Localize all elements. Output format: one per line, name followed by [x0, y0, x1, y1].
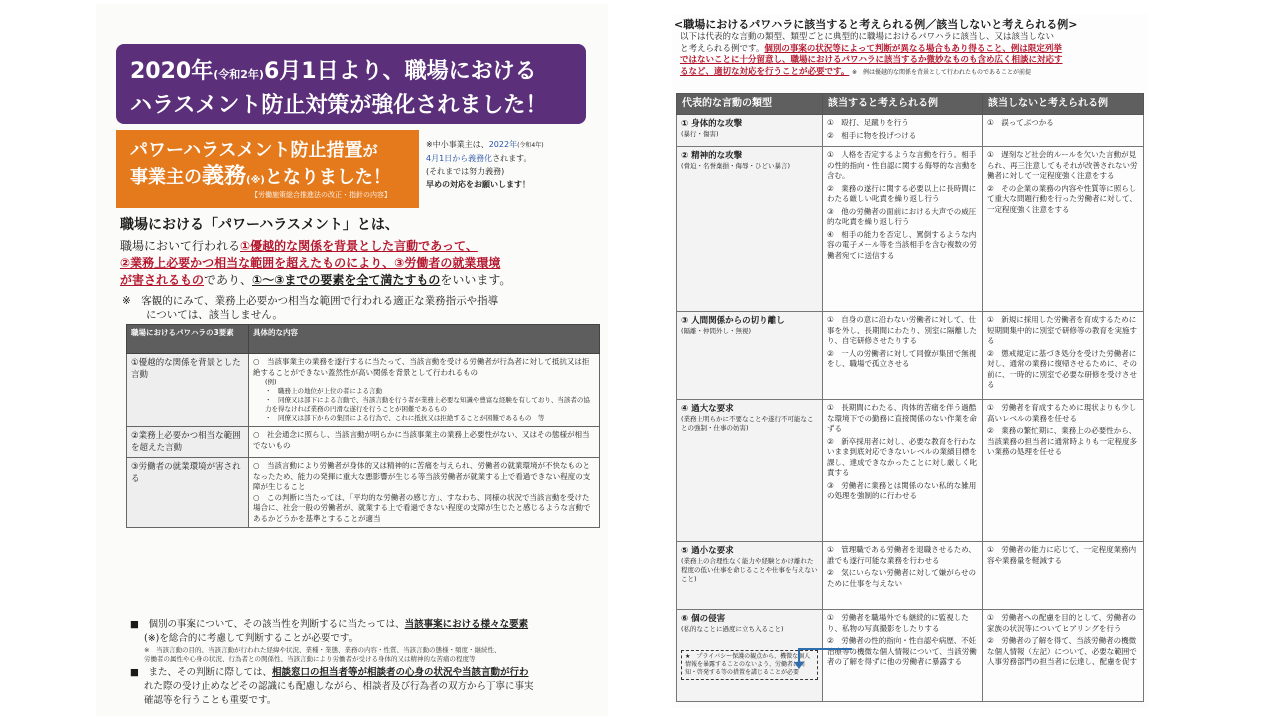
table-header: 該当しないと考えられる例: [983, 94, 1144, 115]
table-row: ②業務上必要かつ相当な範囲を超えた言動 ○ 社会通念に照らし、当該言動が明らかに当該事業主の業務上必要性がない、又はその態様が相当でないもの: [127, 427, 600, 458]
examples-intro: 以下は代表的な言動の類型、類型ごとに典型的に職場におけるパワハラに該当し、又は該当しない と考えられる例です。個別の事案の状況等によって判断が異なる場合もあり得ること、例は限定列挙 ではないことに十分留意し、職場におけるパワハラに該当するか微妙なものも含め広く相談に対応す るなど、適切な対応を行うことが必要です。 ※ 例は優越的な関係を背景として行われたものであることが前提: [680, 32, 1063, 77]
table-header: 該当すると考えられる例: [823, 94, 983, 115]
table-row: ② 精神的な攻撃 (脅迫・名誉棄損・侮辱・ひどい暴言) ① 人格を否定するような言動を行う。相手の性的指向・性自認に関する侮辱的な言動を含む。 ② 業務の遂行に関する必要以上に長時間にわたる厳しい叱責を繰り返し行う ③ 他の労働者の面前における大声での威圧的な叱責を繰り返し行う ④ 相手の能力を否定し、罵倒するような内容の電子メール等を当該相手を含む複数の労働者宛てに送信する ① 遅刻など社会的ルールを欠いた言動が見られ、再三注意してもそれが改善されない労働者に対して一定程度強く注意をする ② その企業の業務の内容や性質等に照らして重大な問題行動を行った労働者に対して、一定程度強く注意をする: [677, 147, 1144, 312]
table-row: ①優越的な関係を背景とした言動 ○ 当該事業主の業務を遂行するに当たって、当該言動を受ける労働者が行為者に対して抵抗又は拒絶することができない蓋然性が高い関係を背景として行われるもの (例) ・ 職務上の地位が上位の者による言動 ・ 同僚又は部下による言動で、当該言動を行う者が業務上必要な知識や豊富な経験を有しており、当該者の協力を得なければ業務の円滑な遂行を行うことが困難であるもの ・ 同僚又は部下からの集団による行為で、これに抵抗又は拒絶することが困難であるもの 等: [127, 354, 600, 427]
table-row: ① 身体的な攻撃 (暴行・傷害) ① 殴打、足蹴りを行う ② 相手に物を投げつける ① 誤ってぶつかる: [677, 115, 1144, 147]
table-row: ③労働者の就業環境が害される ○ 当該言動により労働者が身体的又は精神的に苦痛を与えられ、労働者の就業環境が不快なものとなったため、能力の発揮に重大な悪影響が生じる等当該労働者が就業する上で看過できない程度の支障が生じること ○ この判断に当たっては、「平均的な労働者の感じ方」、すなわち、同様の状況で当該言動を受けた場合に、社会一般の労働者が、就業する上で看過できない程度の支障が生じたと感じるような言動であるかどうかを基準とすることが適当: [127, 458, 600, 528]
headline-banner: 2020年(令和2年)6月1日より、職場における ハラスメント防止対策が強化されました！: [116, 44, 586, 124]
definition-text: 職場において行われる①優越的な関係を背景とした言動であって、 ②業務上必要かつ相当な範囲を超えたものにより、③労働者の就業環境 が害されるものであり、①～③までの要素を全て満たすものをいいます。: [120, 239, 512, 287]
left-leaflet-page: [96, 4, 608, 716]
definition-heading: 職場における「パワーハラスメント」とは、: [120, 217, 399, 233]
sme-note: ※中小事業主は、2022年(令和4年) 4月1日から義務化されます。 (それまでは努力義務) 早めの対応をお願いします！: [426, 140, 544, 189]
table-header: 代表的な言動の類型: [677, 94, 823, 115]
examples-table: [676, 93, 1144, 702]
table-row: ⑥ 個の侵害 (私的なことに過度に立ち入ること) ★ プライバシー保護の観点から、機微な個人情報を暴露することのないよう、労働者に周知・啓発する等の措置を講じることが必要 ① 労働者を職場外でも継続的に監視したり、私物の写真撮影をしたりする ② 労働者の性的指向・性自認や病歴、不妊治療等の機微な個人情報について、当該労働者の了解を得ずに他の労働者に暴露する ① 労働者への配慮を目的として、労働者の家族の状況等についてヒアリングを行う ② 労働者の了解を得て、当該労働者の機微な個人情報（左記）について、必要な範囲で人事労務部門の担当者に伝達し、配慮を促す: [677, 610, 1144, 702]
table-row: ③ 人間関係からの切り離し (隔離・仲間外し・無視) ① 自身の意に沿わない労働者に対して、仕事を外し、長期間にわたり、別室に隔離したり、自宅研修させたりする ② 一人の労働者に対して同僚が集団で無視をし、職場で孤立させる ① 新規に採用した労働者を育成するために短期間集中的に別室で研修等の教育を実施する ② 懲戒規定に基づき処分を受けた労働者に対し、通常の業務に復帰させるために、その前に、一時的に別室で必要な研修を受けさせる: [677, 312, 1144, 400]
right-examples-page: [672, 14, 1148, 708]
three-elements-table: [126, 324, 600, 528]
table-row: ④ 過大な要求 (業務上明らかに不要なことや遂行不可能なことの強制・仕事の妨害) ① 長期間にわたる、肉体的苦痛を伴う過酷な環境下での勤務に直接関係のない作業を命ずる ② 新卒採用者に対し、必要な教育を行わないまま到底対応できないレベルの業績目標を課し、達成できなかったことに対し厳しく叱責する ③ 労働者に業務とは関係のない私的な雑用の処理を強制的に行わせる ① 労働者を育成するために現状よりも少し高いレベルの業務を任せる ② 業務の繁忙期に、業務上の必要性から、当該業務の担当者に通常時よりも一定程度多い業務の処理を任せる: [677, 400, 1144, 542]
examples-title: <職場におけるパワハラに該当すると考えられる例／該当しないと考えられる例>: [674, 18, 1078, 31]
arrow-icon: [798, 648, 852, 666]
table-header: 具体的な内容: [249, 325, 600, 354]
privacy-note: ★ プライバシー保護の観点から、機微な個人情報を暴露することのないよう、労働者に周知・啓発する等の措置を講じることが必要: [681, 650, 818, 680]
table-header: 職場におけるパワハラの3要素: [127, 325, 249, 354]
table-row: ⑤ 過小な要求 (業務上の合理性なく能力や経験とかけ離れた程度の低い仕事を命じることや仕事を与えないこと) ① 管理職である労働者を退職させるため、誰でも遂行可能な業務を行わせる ② 気にいらない労働者に対して嫌がらせのために仕事を与えない ① 労働者の能力に応じて、一定程度業務内容や業務量を軽減する: [677, 542, 1144, 610]
definition-note: ※ 客観的にみて、業務上必要かつ相当な範囲で行われる適正な業務指示や指導 については、該当しません。: [122, 295, 499, 321]
law-reference: 【労働施策総合推進法の改正・指針の内容】: [251, 191, 391, 199]
obligation-box: パワーハラスメント防止措置が 事業主の義務(※)となりました！ 【労働施策総合推進法の改正・指針の内容】: [116, 130, 419, 208]
judgment-notes: ■ 個別の事案について、その該当性を判断するに当たっては、当該事案における様々な要素 (※)を総合的に考慮して判断することが必要です。 ※ 当該言動の目的、当該言動が行われた経緯や状況、業種・業態、業務の内容・性質、当該言動の態様・頻度・継続性、 労働者の属性や心身の状況、行為者との関係性、当該言動により労働者が受ける身体的又は精神的な苦痛の程度等 ■ また、その判断に際しては、相談窓口の担当者等が相談者の心身の状況や当該言動が行わ れた際の受け止めなどその認識にも配慮しながら、相談者及び行為者の双方から丁寧に事実 確認等を行うことも重要です。: [130, 619, 534, 706]
